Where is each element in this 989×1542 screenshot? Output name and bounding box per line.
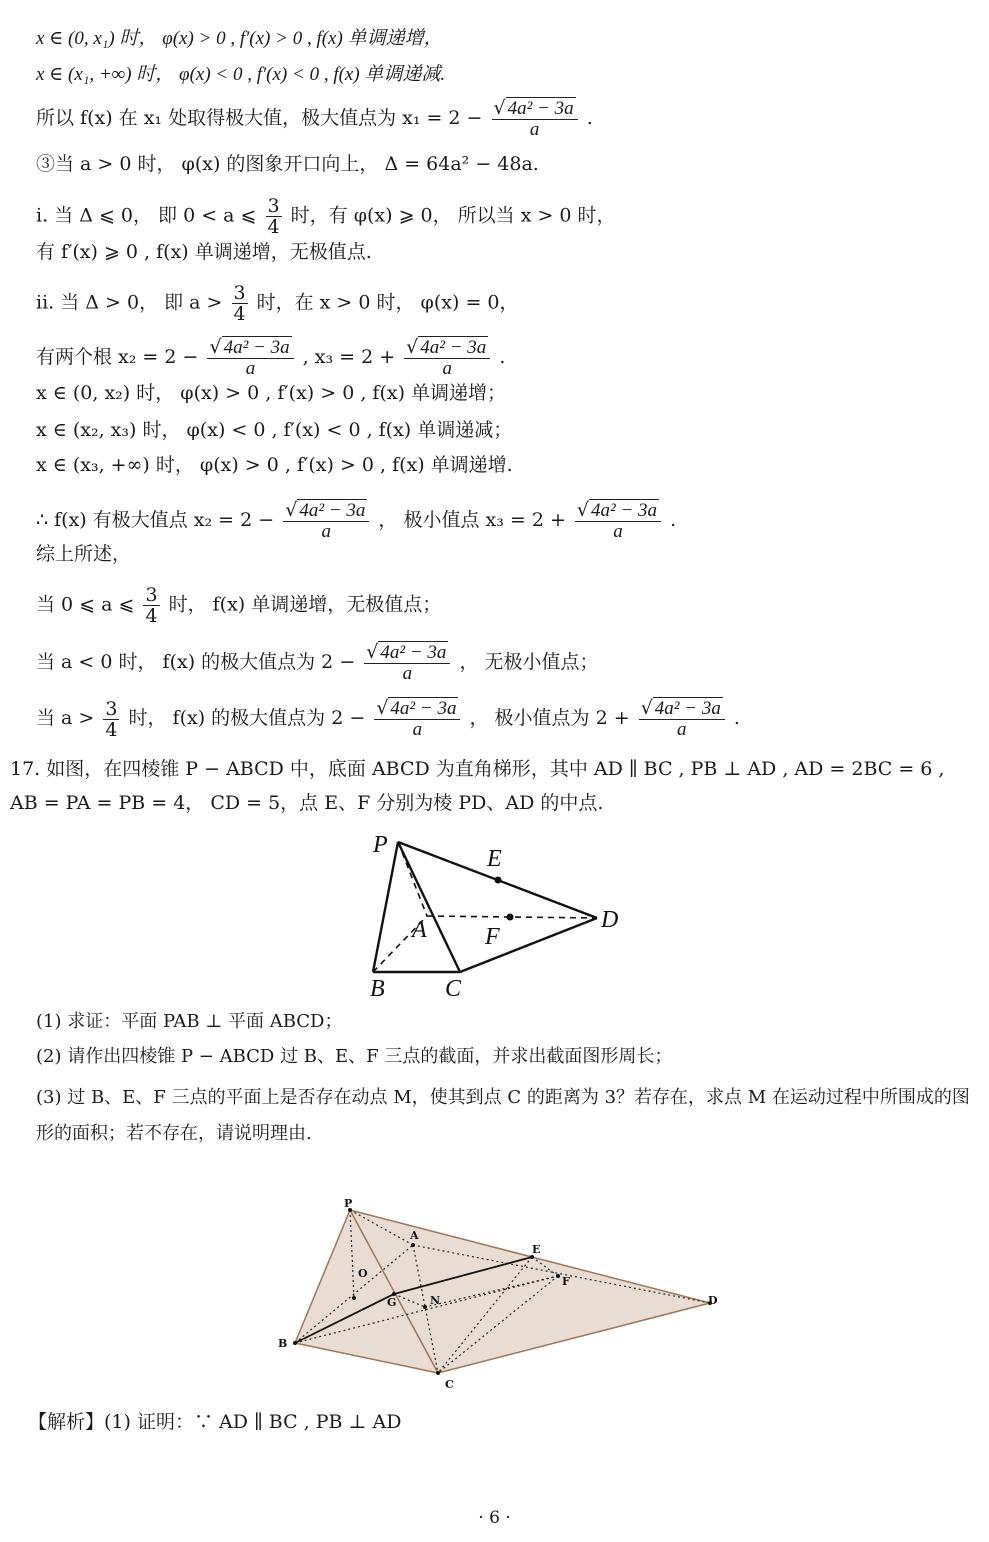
denominator: 4 (267, 216, 280, 238)
text: x ∈ (x₁, +∞) 时， φ(x) < 0 , f′(x) < 0 , f(x) 单调递减. (36, 64, 446, 85)
text: x ∈ (0, x₁) 时， φ(x) > 0 , f′(x) > 0 , f(x) 单调递增， (36, 28, 443, 49)
label-F: F (485, 924, 500, 950)
line-6 (36, 240, 372, 264)
pyramid-figure (365, 830, 635, 1000)
text: . (586, 107, 593, 129)
text: 时， f(x) 单调递增，无极值点； (168, 593, 442, 616)
point-B (293, 1341, 297, 1345)
label-F: F (562, 1275, 570, 1288)
fraction (492, 98, 578, 140)
denominator: a (245, 358, 256, 379)
point-N (423, 1305, 427, 1309)
fraction (404, 337, 490, 379)
problem-stem: 17. 如图，在四棱锥 P − ABCD 中，底面 ABCD 为直角梯形，其中 AD ∥ BC , PB ⊥ AD , AD = 2BC = 6 , AB = PA = PB = 4， CD = 5，点 E、F 分别为棱 PD、AD 的中点. (10, 758, 945, 814)
line-10 (36, 418, 512, 442)
denominator: a (613, 521, 623, 542)
text: ， 极小值点为 2 + (469, 707, 630, 729)
denominator: a (321, 521, 332, 542)
text: 当 0 ⩽ a ⩽ (36, 593, 135, 616)
sub-question-3: (3) 过 B、E、F 三点的平面上是否存在动点 M，使其到点 C 的距离为 3？若存在，求点 M 在运动过程中所围成的图形的面积；若不存在，请说明理由. (36, 1087, 970, 1144)
line-3 (36, 98, 593, 140)
text: 有 f′(x) ⩾ 0 , f(x) 单调递增，无极值点. (36, 241, 372, 263)
label-A: A (412, 917, 427, 943)
label-E: E (487, 846, 502, 872)
fraction (143, 585, 159, 626)
radicand: 4a² − 3a (654, 698, 721, 719)
line-8 (36, 337, 505, 379)
label-D: D (708, 1294, 718, 1307)
fraction (266, 196, 282, 237)
numerator: √ 4a² − 3a (283, 500, 369, 522)
numerator: √ 4a² − 3a (575, 500, 661, 522)
text: . (733, 707, 740, 729)
fraction (639, 698, 725, 740)
numerator: 3 (233, 282, 246, 304)
text: ii. 当 Δ > 0， 即 a > (36, 291, 223, 314)
line-5 (36, 196, 616, 237)
text: 当 a > (36, 707, 95, 729)
numerator: √ 4a² − 3a (404, 337, 490, 359)
fraction (103, 699, 119, 740)
edge-PB (373, 842, 398, 972)
denominator: a (529, 119, 540, 140)
radicand: 4a² − 3a (390, 698, 457, 719)
line-16 (36, 698, 740, 740)
text: 有两个根 x₂ = 2 − (36, 346, 199, 368)
numerator: √ 4a² − 3a (207, 337, 293, 359)
line-2 (36, 62, 445, 87)
sub-question-1: (1) 求证：平面 PAB ⊥ 平面 ABCD； (36, 1011, 343, 1032)
text: ③当 a > 0 时， φ(x) 的图象开口向上， Δ = 64a² − 48a. (36, 153, 539, 175)
line-13 (36, 542, 131, 566)
line-11 (36, 453, 513, 477)
sub-question-2: (2) 请作出四棱锥 P − ABCD 过 B、E、F 三点的截面，并求出截面图形周长； (36, 1046, 673, 1067)
denominator: 4 (233, 303, 246, 325)
text: ， 极小值点 x₃ = 2 + (378, 509, 566, 531)
label-O: O (358, 1267, 368, 1280)
denominator: 4 (105, 718, 118, 741)
point-E (495, 877, 502, 884)
radicand: 4a² − 3a (299, 500, 366, 521)
text: . (499, 346, 506, 368)
line-14 (36, 585, 441, 626)
numerator: 3 (145, 584, 158, 606)
label-P: P (344, 1197, 353, 1210)
point-O (352, 1296, 356, 1300)
text: x ∈ (x₂, x₃) 时， φ(x) < 0 , f′(x) < 0 , f(x) 单调递减； (36, 419, 513, 441)
line-15 (36, 642, 599, 684)
radicand: 4a² − 3a (223, 337, 290, 358)
text: 时，有 φ(x) ⩾ 0， 所以当 x > 0 时， (290, 204, 616, 227)
section-figure (270, 1195, 730, 1390)
text: 时，在 x > 0 时， φ(x) = 0， (256, 291, 519, 314)
label-C: C (445, 976, 462, 1000)
text: x ∈ (0, x₂) 时， φ(x) > 0 , f′(x) > 0 , f(x) 单调递增； (36, 382, 507, 404)
edge-CD (460, 918, 597, 972)
solution-line: 【解析】(1) 证明：∵ AD ∥ BC , PB ⊥ AD (28, 1411, 402, 1433)
label-C: C (445, 1378, 454, 1390)
page-number: · 6 · (478, 1508, 511, 1528)
text: . (670, 509, 677, 531)
line-9 (36, 381, 506, 405)
numerator: 3 (267, 195, 280, 217)
label-N: N (430, 1294, 441, 1307)
radicand: 4a² − 3a (420, 337, 487, 358)
text: i. 当 Δ ⩽ 0， 即 0 < a ⩽ (36, 204, 257, 227)
label-B: B (278, 1337, 288, 1350)
numerator: √ 4a² − 3a (639, 698, 725, 720)
text: ， 无极小值点； (459, 651, 599, 673)
text: 时， f(x) 的极大值点为 2 − (128, 707, 366, 729)
line-12 (36, 500, 676, 542)
radicand: 4a² − 3a (380, 642, 447, 663)
fraction (207, 337, 293, 379)
numerator: √ 4a² − 3a (492, 98, 578, 120)
numerator: 3 (105, 697, 118, 720)
fraction (232, 283, 248, 324)
radicand: 4a² − 3a (507, 98, 574, 119)
label-B: B (370, 976, 385, 1000)
line-7 (36, 283, 519, 324)
radicand: 4a² − 3a (591, 500, 658, 521)
text: 所以 f(x) 在 x₁ 处取得极大值，极大值点为 x₁ = 2 − (36, 107, 483, 129)
label-D: D (601, 907, 619, 933)
text: 综上所述， (36, 543, 132, 565)
fraction (364, 642, 450, 684)
numerator: √ 4a² − 3a (364, 642, 450, 664)
text: 当 a < 0 时， f(x) 的极大值点为 2 − (36, 651, 356, 673)
label-E: E (532, 1243, 541, 1256)
line-1 (36, 26, 443, 51)
line-4 (36, 152, 539, 176)
point-C (436, 1371, 440, 1375)
label-G: G (387, 1296, 397, 1309)
denominator: a (677, 719, 687, 740)
edge-PA (398, 842, 427, 916)
denominator: a (402, 663, 413, 684)
point-F (507, 914, 514, 921)
fraction (575, 500, 661, 542)
problem-17 (10, 752, 975, 820)
fraction (283, 500, 369, 542)
text: ∴ f(x) 有极大值点 x₂ = 2 − (36, 509, 275, 531)
denominator: 4 (145, 605, 158, 627)
point-A (411, 1243, 415, 1247)
label-P: P (373, 832, 388, 858)
numerator: √ 4a² − 3a (374, 698, 460, 720)
text: x ∈ (x₃, +∞) 时， φ(x) > 0 , f′(x) > 0 , f(x) 单调递增. (36, 454, 513, 476)
point-F (556, 1274, 560, 1278)
denominator: a (412, 719, 423, 740)
label-A: A (410, 1229, 419, 1242)
text: , x₃ = 2 + (302, 346, 396, 368)
fraction (374, 698, 460, 740)
denominator: a (442, 358, 452, 379)
